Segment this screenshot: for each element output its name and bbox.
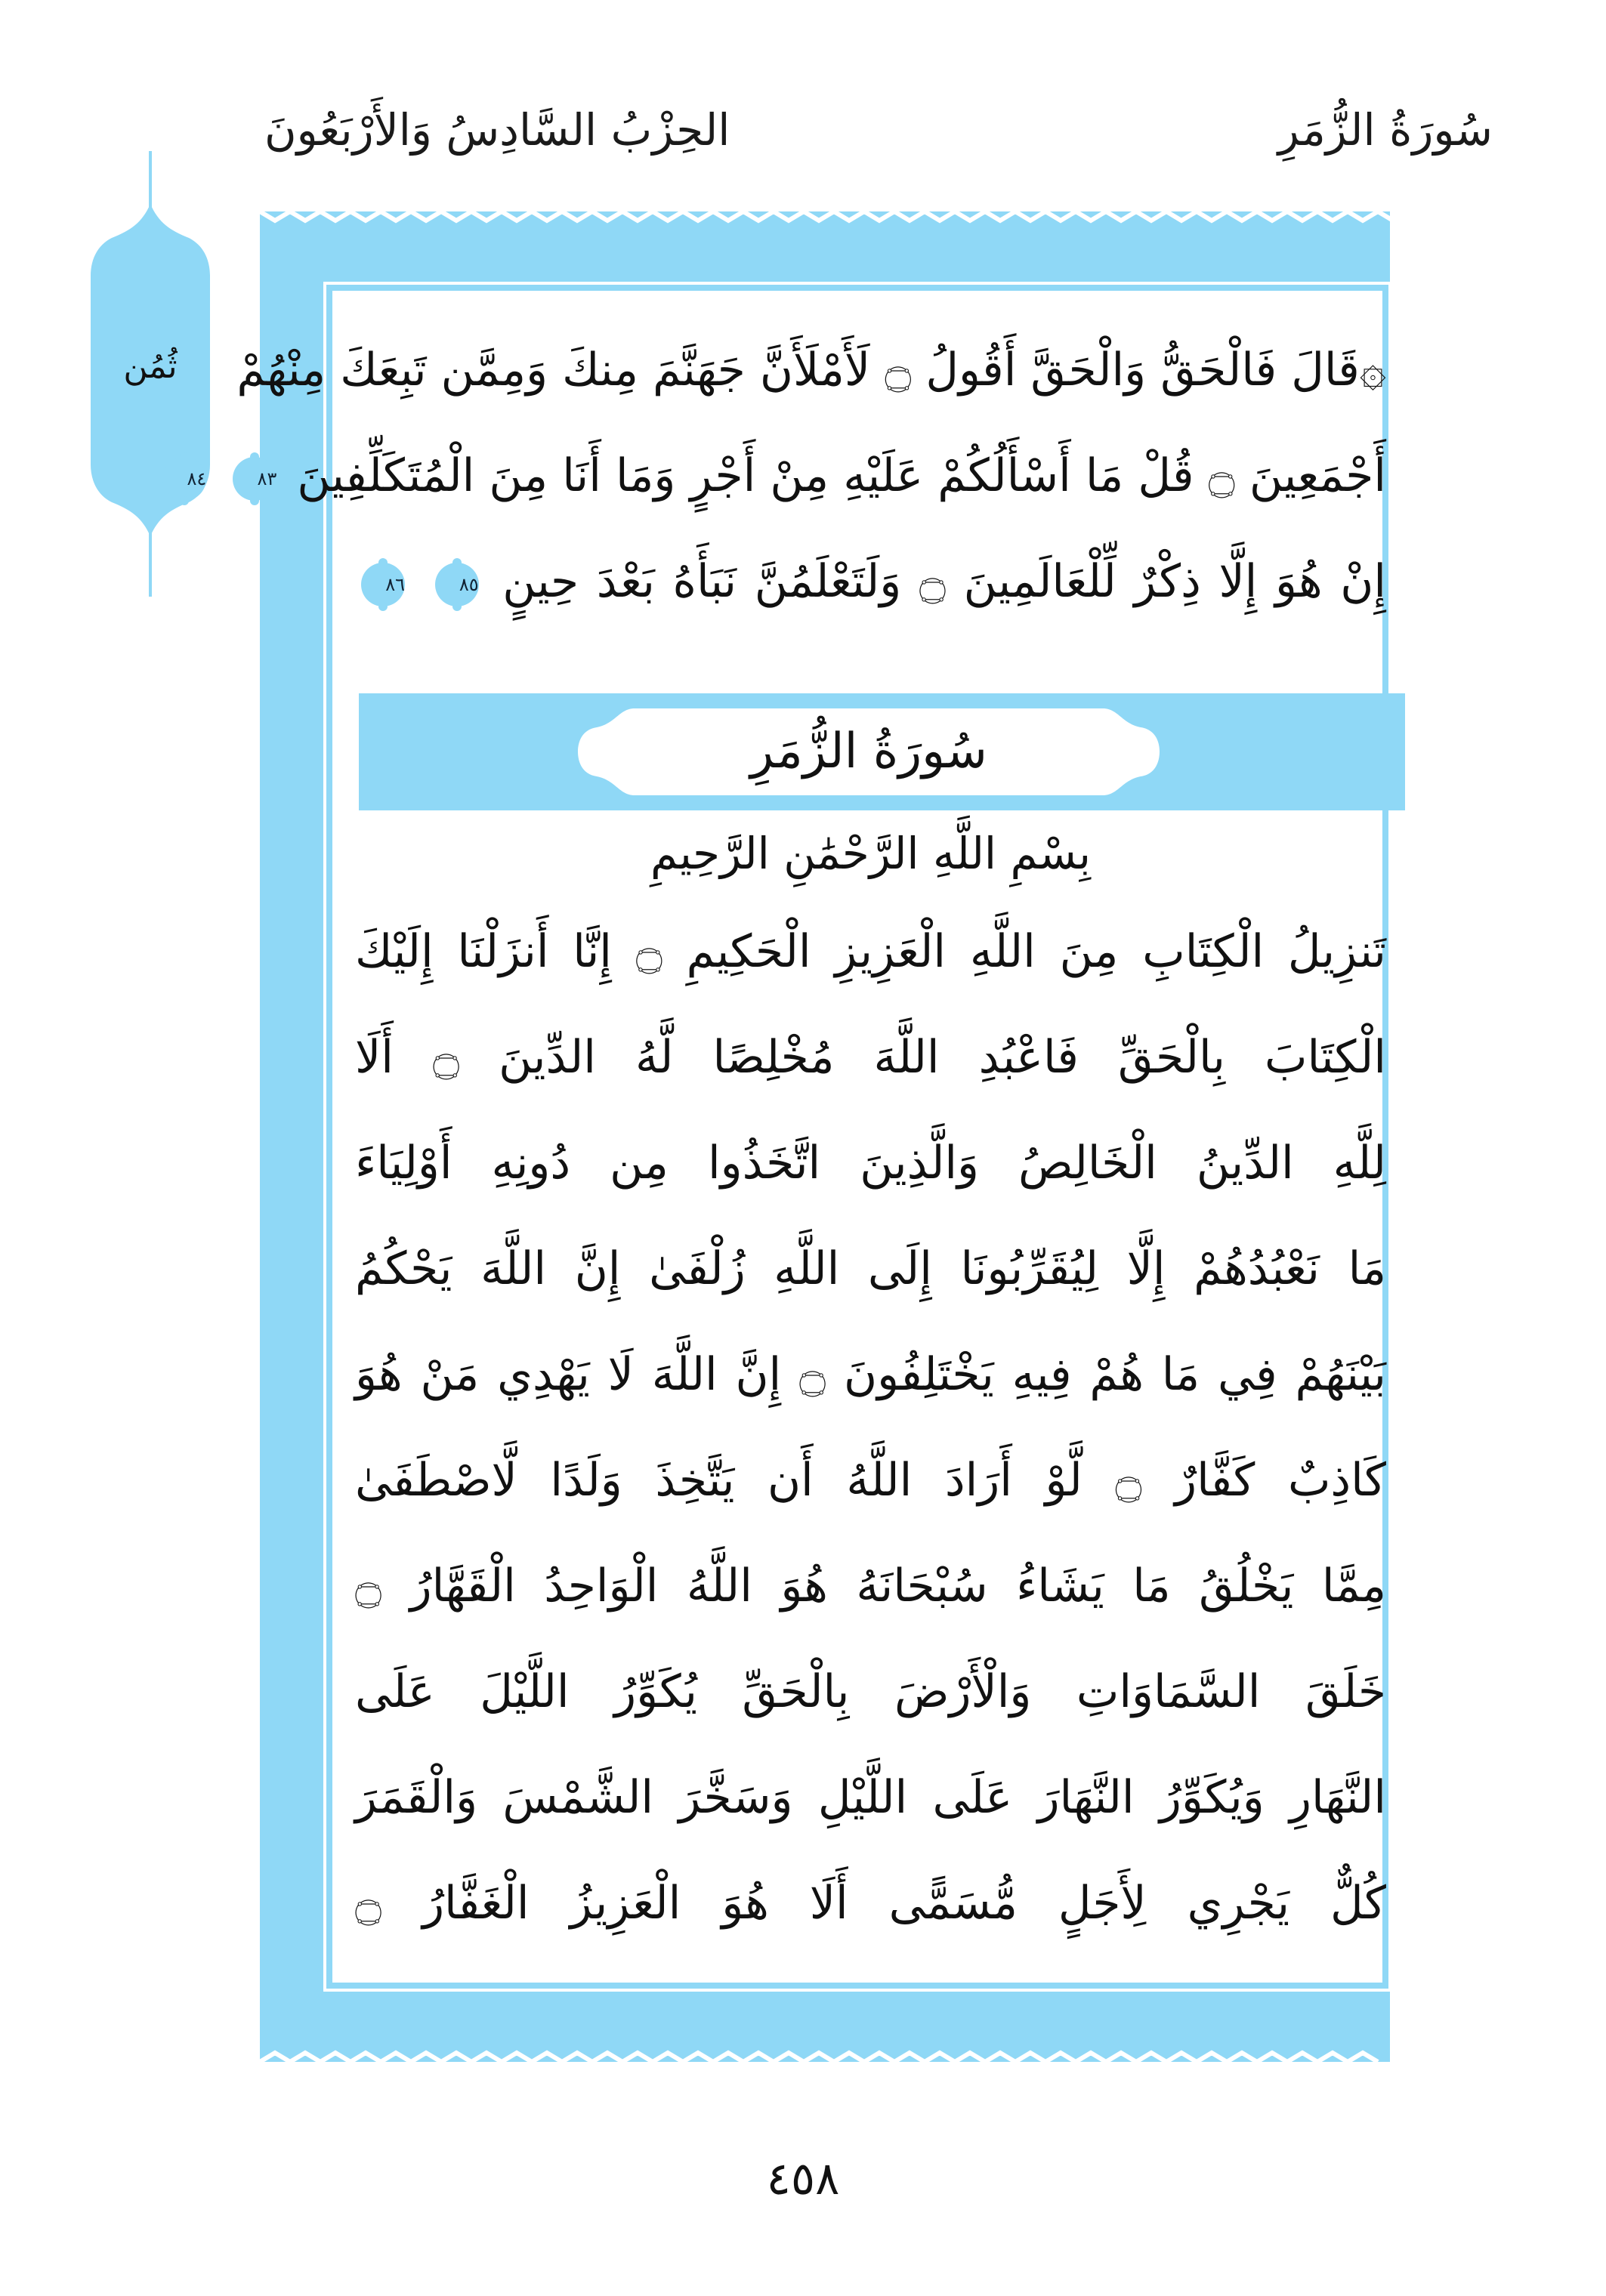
side-marker-label: ثُمُن (123, 347, 178, 386)
verse-line (355, 1329, 1386, 1420)
verse-text: الْكِتَابَ بِالْحَقِّ فَاعْبُدِ اللَّهَ مُخْلِصًا لَّهُ الدِّينَ ۝ أَلَا (355, 1031, 1386, 1084)
verse-text: لِلَّهِ الدِّينُ الْخَالِصُ وَالَّذِينَ اتَّخَذُوا مِن دُونِهِ أَوْلِيَاءَ (355, 1137, 1386, 1190)
verse-line (355, 1646, 1386, 1737)
verse-line (355, 536, 1386, 627)
ayah-number-marker: ٨٦ (361, 563, 405, 606)
verse-line (355, 1541, 1386, 1631)
ayah-number-marker: ٨٥ (435, 563, 479, 606)
verse-text: ۞قَالَ فَالْحَقُّ وَالْحَقَّ أَقُولُ ۝ لَأَمْلَأَنَّ جَهَنَّمَ مِنكَ وَمِمَّن تَبِعَكَ مِنْهُمْ (236, 344, 1386, 397)
verse-text: مَا نَعْبُدُهُمْ إِلَّا لِيُقَرِّبُونَا إِلَى اللَّهِ زُلْفَىٰ إِنَّ اللَّهَ يَحْكُمُ (355, 1242, 1386, 1295)
verse-text: كَاذِبٌ كَفَّارٌ ۝ لَّوْ أَرَادَ اللَّهُ أَن يَتَّخِذَ وَلَدًا لَّاصْطَفَىٰ (355, 1454, 1386, 1507)
verse-text: بَيْنَهُمْ فِي مَا هُمْ فِيهِ يَخْتَلِفُونَ ۝ إِنَّ اللَّهَ لَا يَهْدِي مَنْ هُوَ (355, 1348, 1386, 1401)
verse-line (355, 1858, 1386, 1949)
verse-line (355, 1118, 1386, 1208)
verse-text: كُلٌّ يَجْرِي لِأَجَلٍ مُّسَمًّى أَلَا هُوَ الْعَزِيزُ الْغَفَّارُ ۝ (355, 1877, 1386, 1930)
page-number: ٤٥٨ (766, 2152, 840, 2205)
side-marker-line-bottom (149, 521, 152, 597)
verse-text: تَنزِيلُ الْكِتَابِ مِنَ اللَّهِ الْعَزِيزِ الْحَكِيمِ ۝ إِنَّا أَنزَلْنَا إِلَيْكَ (355, 925, 1386, 978)
verse-line (355, 1752, 1386, 1843)
verse-text: النَّهَارِ وَيُكَوِّرُ النَّهَارَ عَلَى اللَّيْلِ وَسَخَّرَ الشَّمْسَ وَالْقَمَرَ (355, 1771, 1386, 1824)
verse-line (355, 906, 1386, 997)
verse-line (187, 430, 1386, 521)
header-surah-name: سُورَةُ الزُّمَرِ (1277, 104, 1493, 156)
surah-title: سُورَةُ الزُّمَرِ (750, 724, 987, 779)
verse-line (355, 1435, 1386, 1526)
verse-text: أَجْمَعِينَ ۝ قُلْ مَا أَسْأَلُكُمْ عَلَيْهِ مِنْ أَجْرٍ وَمَا أَنَا مِنَ الْمُتَكَلِّفِينَ (297, 449, 1386, 502)
ayah-number-marker: ٨٤ (162, 457, 206, 501)
side-marker-line-top (149, 151, 152, 211)
verse-text: مِمَّا يَخْلُقُ مَا يَشَاءُ سُبْحَانَهُ هُوَ اللَّهُ الْوَاحِدُ الْقَهَّارُ ۝ (355, 1560, 1386, 1612)
basmala: بِسْمِ اللَّهِ الرَّحْمَٰنِ الرَّحِيمِ (650, 828, 1091, 879)
ayah-number-marker: ٨٣ (233, 457, 276, 501)
verse-line (236, 325, 1386, 415)
verse-text: خَلَقَ السَّمَاوَاتِ وَالْأَرْضَ بِالْحَقِّ يُكَوِّرُ اللَّيْلَ عَلَى (355, 1665, 1386, 1718)
verse-line (355, 1012, 1386, 1103)
verse-text: إِنْ هُوَ إِلَّا ذِكْرٌ لِّلْعَالَمِينَ ۝ وَلَتَعْلَمُنَّ نَبَأَهُ بَعْدَ حِينٍ (502, 555, 1386, 608)
header-hizb: الحِزْبُ السَّادِسُ وَالأَرْبَعُونَ (264, 104, 730, 156)
verse-line (355, 1224, 1386, 1314)
